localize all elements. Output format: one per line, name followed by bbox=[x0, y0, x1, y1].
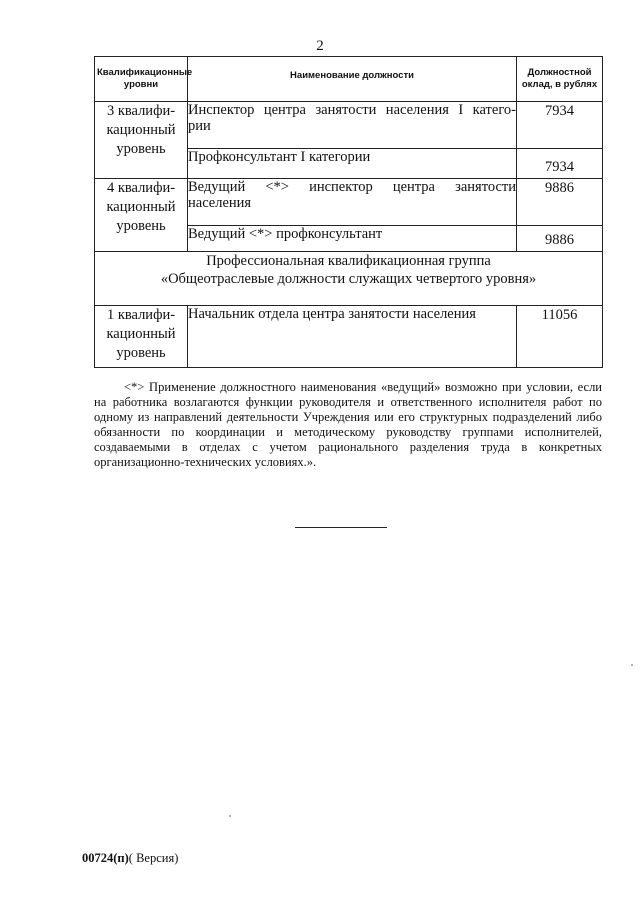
level-cell: 3 квалифи- кационный уровень bbox=[95, 102, 188, 179]
salary-table bbox=[94, 56, 603, 368]
table-header-row bbox=[95, 57, 603, 102]
group-heading: Профессиональная квалификационная группа «Общеотраслевые должности служащих четвертого уровня» bbox=[95, 252, 603, 306]
header-position: Наименование должности bbox=[188, 57, 517, 102]
footnote: <*> Применение должностного наименования «ведущий» возможно при условии, если на работника возлагаются функции руководителя и ответственного исполнителя работ по одному из направлений деятельности Учреждения или его структурных подразделений либо обязанности по координации и методическому руководству группами исполнителей, создаваемыми в отделах с учетом рационального разделения труда в конкретных организационно-технических условиях.». bbox=[94, 380, 602, 469]
scan-speck bbox=[229, 815, 231, 817]
header-salary: Должностной оклад, в рублях bbox=[517, 57, 603, 102]
salary-cell: 9886 bbox=[517, 179, 603, 226]
position-cell: Профконсультант I категории bbox=[188, 149, 517, 179]
level-cell: 1 квалифи- кационный уровень bbox=[95, 306, 188, 368]
table-row bbox=[95, 102, 603, 149]
header-level: Квалификационные уровни bbox=[95, 57, 188, 102]
salary-cell: 7934 bbox=[517, 102, 603, 149]
level-cell: 4 квалифи- кационный уровень bbox=[95, 179, 188, 252]
salary-cell: 9886 bbox=[517, 226, 603, 252]
salary-cell: 11056 bbox=[517, 306, 603, 368]
divider-line bbox=[295, 527, 387, 528]
page-number: 2 bbox=[316, 38, 324, 54]
position-cell: Начальник отдела центра занятости населения bbox=[188, 306, 517, 368]
table-row bbox=[95, 306, 603, 368]
position-cell: Ведущий <*> инспектор центра занятости населения bbox=[188, 179, 517, 226]
position-cell: Ведущий <*> профконсультант bbox=[188, 226, 517, 252]
salary-cell: 7934 bbox=[517, 149, 603, 179]
table-row bbox=[95, 179, 603, 226]
document-version: ( Версия) bbox=[128, 851, 179, 865]
group-heading-row bbox=[95, 252, 603, 306]
document-code: 00724(п) bbox=[82, 851, 129, 865]
document-footer bbox=[82, 851, 178, 866]
position-cell: Инспектор центра занятости населения I катего- рии bbox=[188, 102, 517, 149]
scan-speck bbox=[631, 664, 633, 666]
